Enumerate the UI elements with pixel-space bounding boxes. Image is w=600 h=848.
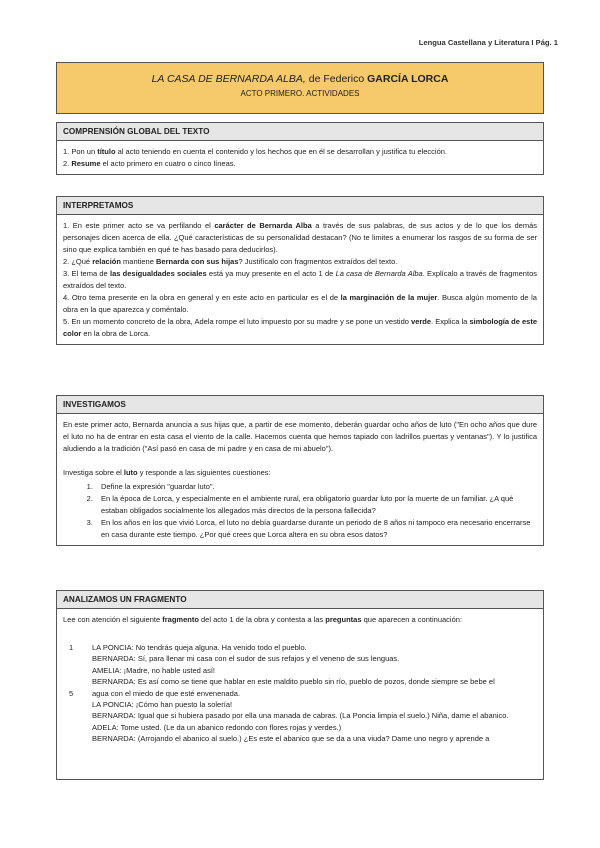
fragment-line	[63, 653, 537, 664]
line-text: agua con el miedo de que esté envenenada.	[92, 688, 241, 698]
section-fragmento	[56, 590, 544, 780]
section-heading: INTERPRETAMOS	[57, 197, 543, 215]
question: 1. Pon un título al acto teniendo en cuenta el contenido y los hechos que en él se desarrollan y justifica tu elección.	[63, 147, 447, 156]
question: 4. Otro tema presente en la obra en general y en este acto en particular es el de la marginación de la mujer. Busca algún momento de la obra en la que aparezca y coméntalo.	[63, 293, 537, 314]
question-list	[63, 481, 537, 541]
section-body	[57, 609, 543, 749]
line-text: ADELA: Tome usted. (Le da un abanico redondo con flores rojas y verdes.)	[92, 722, 342, 732]
fragment-line	[63, 710, 537, 721]
fragment-line	[63, 733, 537, 744]
question: 2. ¿Qué relación mantiene Bernarda con sus hijas? Justifícalo con fragmentos extraídos del texto.	[63, 257, 398, 266]
work-de: de Federico	[308, 73, 365, 85]
line-number: 5	[69, 688, 74, 698]
work-title	[57, 73, 543, 85]
question: 5. En un momento concreto de la obra, Adela rompe el luto impuesto por su madre y se pone un vestido verde. Explica la simbología de este color en la obra de Lorca.	[63, 317, 538, 338]
line-text: LA PONCIA: No tendrás queja alguna. Ha venido todo el pueblo.	[92, 643, 307, 652]
section-heading: INVESTIGAMOS	[57, 396, 543, 414]
line-text: BERNARDA: Igual que si hubiera pasado por ella una manada de cabras. (La Poncia limpia el suelo.) Niña, dame el abanico.	[92, 711, 509, 721]
title-banner	[56, 62, 544, 114]
line-number: 1	[69, 643, 74, 652]
question: 3. El tema de las desigualdades sociales está ya muy presente en el acto 1 de La casa de Bernarda Alba. Explícalo a través de fragmentos extraídos del texto.	[63, 269, 537, 290]
section-interpretamos	[56, 196, 544, 345]
list-item: 2. En la época de Lorca, y especialmente en el ambiente rural, era obligatorio guardar luto por la muerte de un familiar. ¿A qué estaban obligados socialmente los allegados más directos de la persona fallecida?	[95, 493, 537, 517]
author-name: GARCÍA LORCA	[367, 73, 449, 85]
list-item: 3. En los años en los que vivió Lorca, el luto no debía guardarse durante un periodo de 8 años ni tampoco era necesario encerrarse en casa durante este tiempo. ¿Por qué crees que Lorca altera en su obra esos datos?	[95, 517, 537, 541]
fragment-line	[63, 699, 537, 710]
line-text: LA PONCIA: ¡Cómo han puesto la solería!	[92, 700, 233, 710]
dialogue-fragment	[63, 642, 537, 745]
work-name: LA CASA DE BERNARDA ALBA,	[151, 73, 306, 85]
intro-paragraph: En este primer acto, Bernarda anuncia a sus hijas que, a partir de ese momento, deberán guardar ocho años de luto ("En ocho años que dure el luto no ha de entrar en esta casa el viento de la calle. Hacemos cuenta que hemos tapiado con ladrillos puertas y ventanas"). Y lo justifica aludiendo a la tradición ("Así pasó en casa de mi padre y en casa de mi abuelo").	[63, 420, 537, 453]
question: 2. Resume el acto primero en cuatro o cinco líneas.	[63, 159, 236, 168]
running-header: Lengua Castellana y Literatura I Pág. 1	[418, 38, 558, 47]
section-body	[57, 141, 543, 174]
line-text: BERNARDA: Es así como se tiene que hablar en este maldito pueblo sin río, pueblo de pozos, donde siempre se bebe el	[92, 677, 495, 687]
fragment-line	[63, 688, 537, 699]
section-investigamos	[56, 395, 544, 546]
section-comprension	[56, 122, 544, 175]
fragment-line	[63, 642, 537, 653]
list-item: 1. Define la expresión "guardar luto".	[95, 481, 537, 493]
line-text: BERNARDA: Sí, para llenar mi casa con el sudor de sus refajos y el veneno de sus lenguas.	[92, 654, 400, 664]
fragment-line	[63, 722, 537, 733]
section-body	[57, 414, 543, 545]
section-heading: COMPRENSIÓN GLOBAL DEL TEXTO	[57, 123, 543, 141]
section-body	[57, 215, 543, 344]
fragment-line	[63, 665, 537, 676]
line-text: BERNARDA: (Arrojando el abanico al suelo.) ¿Es este el abanico que se da a una viuda? Dame uno negro y aprende a	[92, 734, 490, 744]
fragment-line	[63, 676, 537, 687]
question: 1. En este primer acto se va perfilando el carácter de Bernarda Alba a través de sus palabras, de sus actos y de lo que los demás personajes dicen acerca de ella. ¿Qué características de su personalidad destacan? (No te limites a enumerar los rasgos de su forma de ser sino que explica también en qué te has basado para deducirlos).	[63, 221, 537, 254]
line-text: AMELIA: ¡Madre, no hable usted así!	[92, 665, 215, 675]
intro-paragraph: Lee con atención el siguiente fragmento del acto 1 de la obra y contesta a las preguntas que aparecen a continuación:	[63, 615, 463, 624]
work-subtitle: ACTO PRIMERO. ACTIVIDADES	[240, 89, 360, 98]
lead-text: Investiga sobre el luto y responde a las siguientes cuestiones:	[63, 468, 271, 477]
section-heading: ANALIZAMOS UN FRAGMENTO	[57, 591, 543, 609]
